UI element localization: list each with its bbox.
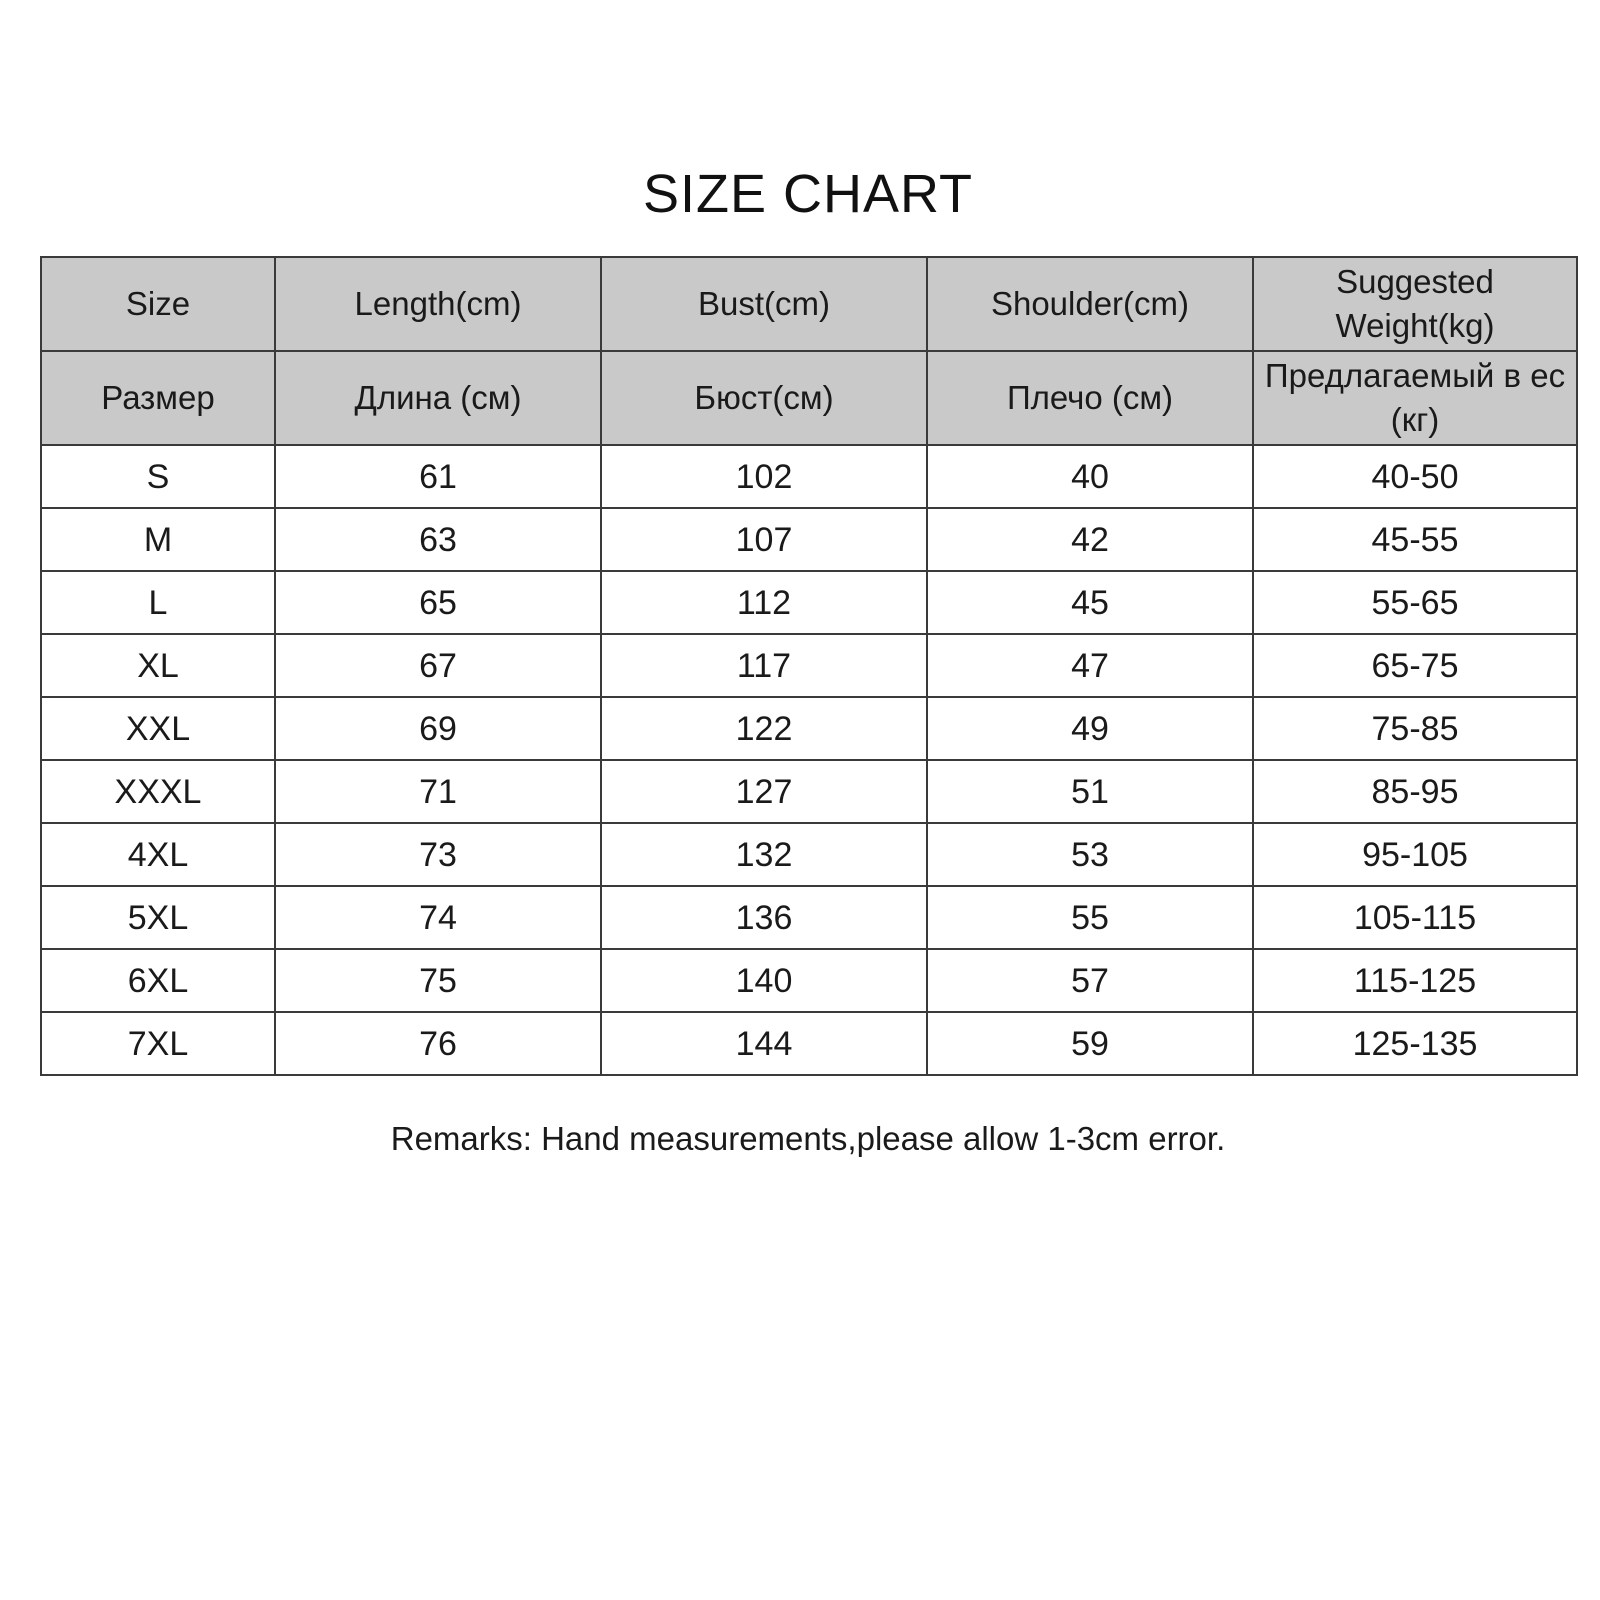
header-row-russian: [41, 351, 1577, 445]
cell-weight: 95-105: [1253, 823, 1577, 886]
cell-weight: 115-125: [1253, 949, 1577, 1012]
cell-length: 74: [275, 886, 601, 949]
cell-size: 7XL: [41, 1012, 275, 1075]
cell-bust: 122: [601, 697, 927, 760]
cell-bust: 132: [601, 823, 927, 886]
table-row: [41, 697, 1577, 760]
cell-size: 6XL: [41, 949, 275, 1012]
header-length-ru: Длина (см): [275, 351, 601, 445]
cell-shoulder: 49: [927, 697, 1253, 760]
header-row-english: [41, 257, 1577, 351]
table-row: [41, 571, 1577, 634]
cell-bust: 117: [601, 634, 927, 697]
cell-size: XL: [41, 634, 275, 697]
cell-weight: 125-135: [1253, 1012, 1577, 1075]
cell-shoulder: 55: [927, 886, 1253, 949]
size-table: [40, 256, 1578, 1076]
header-length: Length(cm): [275, 257, 601, 351]
table-row: [41, 886, 1577, 949]
cell-shoulder: 40: [927, 445, 1253, 508]
cell-bust: 140: [601, 949, 927, 1012]
chart-title: SIZE CHART: [642, 164, 974, 224]
cell-shoulder: 45: [927, 571, 1253, 634]
table-row: [41, 1012, 1577, 1075]
cell-length: 73: [275, 823, 601, 886]
cell-weight: 105-115: [1253, 886, 1577, 949]
cell-length: 76: [275, 1012, 601, 1075]
cell-shoulder: 53: [927, 823, 1253, 886]
cell-bust: 136: [601, 886, 927, 949]
header-bust-ru: Бюст(см): [601, 351, 927, 445]
table-row: [41, 445, 1577, 508]
header-suggested-weight: Suggested Weight(kg): [1253, 257, 1577, 351]
cell-shoulder: 57: [927, 949, 1253, 1012]
cell-shoulder: 51: [927, 760, 1253, 823]
cell-bust: 144: [601, 1012, 927, 1075]
cell-size: L: [41, 571, 275, 634]
cell-weight: 45-55: [1253, 508, 1577, 571]
cell-size: XXXL: [41, 760, 275, 823]
cell-weight: 85-95: [1253, 760, 1577, 823]
cell-length: 67: [275, 634, 601, 697]
cell-weight: 65-75: [1253, 634, 1577, 697]
cell-shoulder: 47: [927, 634, 1253, 697]
cell-bust: 112: [601, 571, 927, 634]
cell-shoulder: 42: [927, 508, 1253, 571]
header-shoulder: Shoulder(cm): [927, 257, 1253, 351]
table-row: [41, 949, 1577, 1012]
cell-length: 61: [275, 445, 601, 508]
cell-length: 63: [275, 508, 601, 571]
table-row: [41, 823, 1577, 886]
cell-weight: 40-50: [1253, 445, 1577, 508]
cell-size: XXL: [41, 697, 275, 760]
cell-size: 4XL: [41, 823, 275, 886]
cell-shoulder: 59: [927, 1012, 1253, 1075]
cell-bust: 107: [601, 508, 927, 571]
remarks-note: Remarks: Hand measurements,please allow 1-3cm error.: [390, 1120, 1226, 1157]
cell-size: 5XL: [41, 886, 275, 949]
table-row: [41, 760, 1577, 823]
cell-length: 65: [275, 571, 601, 634]
cell-bust: 127: [601, 760, 927, 823]
table-row: [41, 508, 1577, 571]
cell-length: 75: [275, 949, 601, 1012]
cell-weight: 55-65: [1253, 571, 1577, 634]
cell-size: S: [41, 445, 275, 508]
header-size-ru: Размер: [41, 351, 275, 445]
header-size: Size: [41, 257, 275, 351]
header-suggested-weight-ru: Предлагаемый в ес (кг): [1253, 351, 1577, 445]
cell-size: M: [41, 508, 275, 571]
header-bust: Bust(cm): [601, 257, 927, 351]
cell-length: 69: [275, 697, 601, 760]
cell-length: 71: [275, 760, 601, 823]
table-row: [41, 634, 1577, 697]
cell-bust: 102: [601, 445, 927, 508]
header-shoulder-ru: Плечо (см): [927, 351, 1253, 445]
cell-weight: 75-85: [1253, 697, 1577, 760]
